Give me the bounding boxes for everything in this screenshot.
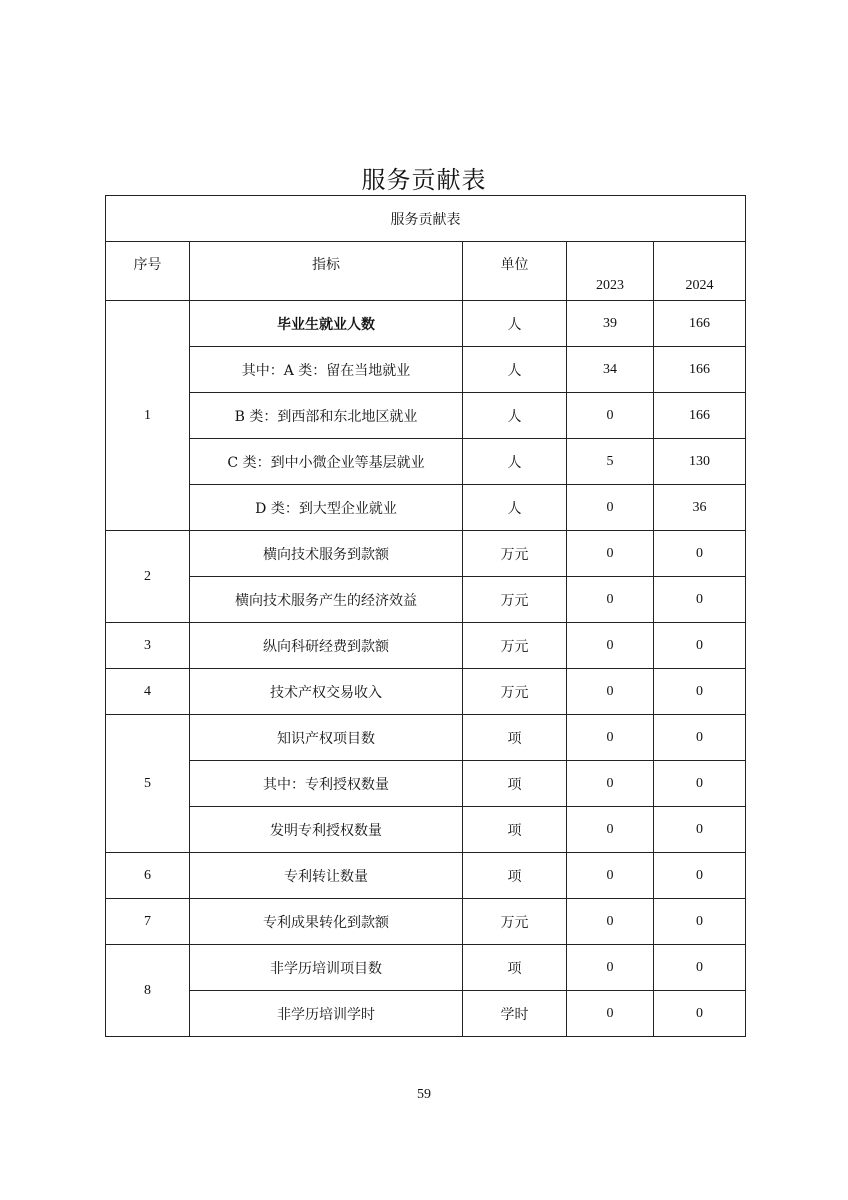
table-row [106,807,746,853]
row-value-2023: 0 [567,715,654,761]
table-row [106,669,746,715]
row-index: 4 [106,669,190,715]
row-value-2024: 0 [654,899,746,945]
header-index: 序号 [106,242,190,301]
row-value-2023: 0 [567,899,654,945]
table-row [106,853,746,899]
table-row [106,301,746,347]
row-value-2023: 0 [567,577,654,623]
table-caption: 服务贡献表 [106,196,746,242]
table-row [106,485,746,531]
page-title: 服务贡献表 [361,166,487,194]
row-indicator: 专利成果转化到款额 [190,899,463,945]
row-indicator: 技术产权交易收入 [190,669,463,715]
row-value-2023: 0 [567,531,654,577]
row-index: 7 [106,899,190,945]
row-value-2024: 0 [654,807,746,853]
table-row [106,439,746,485]
row-index: 6 [106,853,190,899]
row-value-2024: 0 [654,945,746,991]
row-value-2024: 0 [654,715,746,761]
table-row [106,761,746,807]
table-row [106,899,746,945]
row-indicator: 非学历培训学时 [190,991,463,1037]
row-value-2024: 0 [654,991,746,1037]
row-value-2023: 0 [567,807,654,853]
table-caption-row [106,196,746,242]
row-unit: 万元 [463,669,567,715]
table-row [106,945,746,991]
row-indicator: 发明专利授权数量 [190,807,463,853]
row-indicator: 其中：A 类：留在当地就业 [190,347,463,393]
row-unit: 人 [463,439,567,485]
row-value-2023: 0 [567,393,654,439]
row-index: 3 [106,623,190,669]
row-value-2023: 39 [567,301,654,347]
row-unit: 万元 [463,623,567,669]
header-unit: 单位 [463,242,567,301]
header-year-2024: 2024 [654,242,746,301]
header-year-2023: 2023 [567,242,654,301]
row-value-2024: 0 [654,577,746,623]
row-unit: 项 [463,853,567,899]
row-indicator: 纵向科研经费到款额 [190,623,463,669]
table-row [106,577,746,623]
table-row [106,623,746,669]
row-value-2023: 0 [567,669,654,715]
row-unit: 万元 [463,531,567,577]
page-number: 59 [417,1087,431,1102]
row-unit: 项 [463,945,567,991]
row-value-2024: 166 [654,301,746,347]
table-row [106,531,746,577]
row-value-2023: 0 [567,623,654,669]
row-value-2024: 36 [654,485,746,531]
row-value-2024: 166 [654,347,746,393]
row-unit: 人 [463,485,567,531]
table-row [106,347,746,393]
row-value-2024: 0 [654,761,746,807]
row-indicator: 知识产权项目数 [190,715,463,761]
row-value-2024: 166 [654,393,746,439]
row-indicator: C 类：到中小微企业等基层就业 [190,439,463,485]
row-index: 2 [106,531,190,623]
row-unit: 人 [463,347,567,393]
row-unit: 万元 [463,577,567,623]
row-unit: 人 [463,393,567,439]
row-value-2023: 34 [567,347,654,393]
row-unit: 万元 [463,899,567,945]
row-value-2024: 0 [654,623,746,669]
row-indicator: 横向技术服务到款额 [190,531,463,577]
row-unit: 项 [463,761,567,807]
row-value-2023: 0 [567,991,654,1037]
row-indicator: 非学历培训项目数 [190,945,463,991]
row-indicator: 毕业生就业人数 [190,301,463,347]
row-index: 8 [106,945,190,1037]
header-indicator: 指标 [190,242,463,301]
row-value-2024: 0 [654,531,746,577]
row-value-2023: 0 [567,853,654,899]
row-indicator: 专利转让数量 [190,853,463,899]
table-row [106,393,746,439]
row-unit: 人 [463,301,567,347]
row-index: 1 [106,301,190,531]
row-value-2024: 0 [654,853,746,899]
service-contribution-table [105,195,746,1037]
row-value-2024: 130 [654,439,746,485]
row-value-2023: 0 [567,485,654,531]
row-value-2023: 0 [567,761,654,807]
row-unit: 项 [463,715,567,761]
table-header-row [106,242,746,301]
row-indicator: B 类：到西部和东北地区就业 [190,393,463,439]
row-value-2024: 0 [654,669,746,715]
table-row [106,991,746,1037]
row-indicator: 其中：专利授权数量 [190,761,463,807]
row-unit: 项 [463,807,567,853]
row-value-2023: 5 [567,439,654,485]
row-value-2023: 0 [567,945,654,991]
table-row [106,715,746,761]
row-unit: 学时 [463,991,567,1037]
row-indicator: 横向技术服务产生的经济效益 [190,577,463,623]
row-indicator: D 类：到大型企业就业 [190,485,463,531]
row-index: 5 [106,715,190,853]
